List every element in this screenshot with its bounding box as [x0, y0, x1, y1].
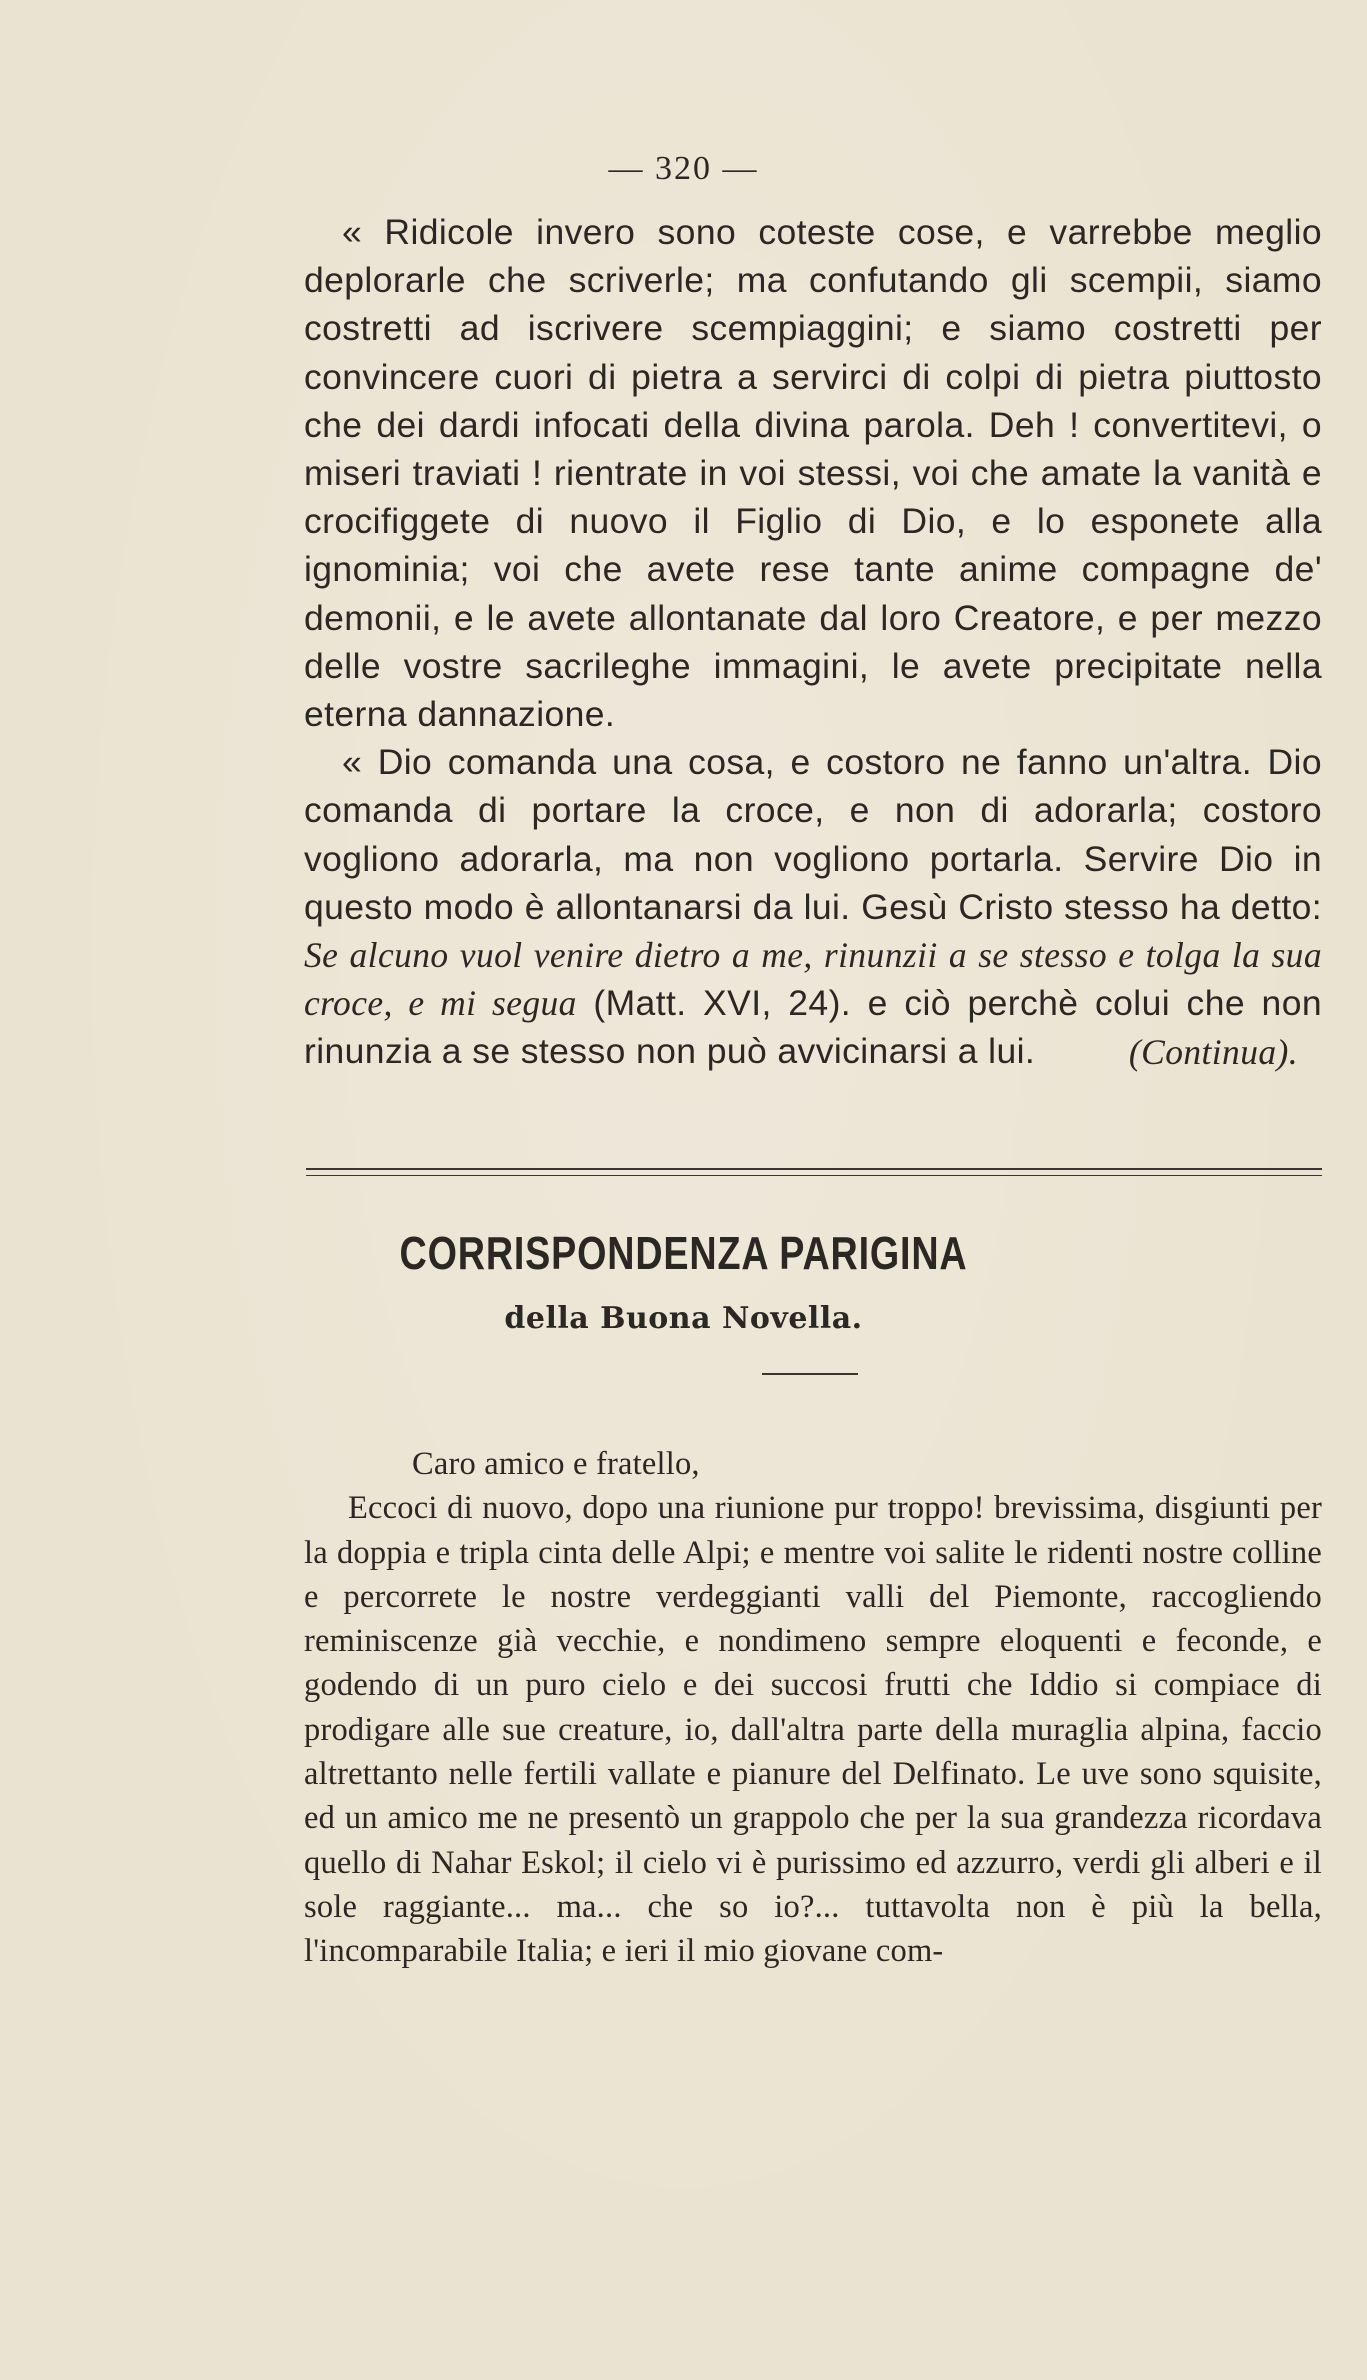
page-number: — 320 —: [608, 150, 759, 187]
text-run: « Dio comanda una cosa, e costoro ne fanno un'altra. Dio comanda di portare la croce, e non di adorarla; costoro vogliono adorarla, ma non vogliono portarla. Servire Dio in questo modo è allontanarsi da lui. Gesù Cristo stesso ha detto:: [304, 742, 1322, 927]
section-title: CORRISPONDENZA PARIGINA: [399, 1227, 968, 1279]
text-run: « Ridicole invero sono coteste cose, e varrebbe meglio deplorarle che scriverle; ma confutando gli scempii, siamo costretti ad iscrivere scempiaggini; e siamo costretti per convincere cuori di pietra a servirci di colpi di pietra piuttosto che dei dardi infocati della divina parola. Deh ! convertitevi, o miseri traviati ! rientrate in voi stessi, voi che amate la vanità e crocifiggete di nuovo il Figlio di Dio, e lo esponete alla ignominia; voi che avete rese tante anime compagne de' demonii, e le avete allontanate dal loro Creatore, e per mezzo delle vostre sacrileghe immagini, le avete precipitate nella eterna dannazione.: [304, 212, 1322, 735]
title-rule: [762, 1373, 858, 1375]
paragraph: [304, 738, 1322, 1075]
letter-body: [304, 1442, 1322, 1974]
continua-note: (Continua).: [1128, 1031, 1298, 1072]
letter-paragraph: Eccoci di nuovo, dopo una riunione pur troppo! brevissima, disgiunti per la doppia e tripla cinta delle Alpi; e mentre voi salite le ridenti nostre colline e percorrete le nostre verdeggianti valli del Piemonte, raccogliendo reminiscenze già vecchie, e nondimeno sempre eloquenti e feconde, e godendo di un puro cielo e dei succosi frutti che Iddio si compiace di prodigare alle sue creature, io, dall'altra parte della muraglia alpina, faccio altrettanto nelle fertili vallate e pianure del Delfinato. Le uve sono squisite, ed un amico me ne presentò un grappolo che per la sua grandezza ricordava quello di Nahar Eskol; il cielo vi è purissimo ed azzurro, verdi gli alberi e il sole raggiante... ma... che so io?... tuttavolta non è più la bella, l'incomparabile Italia; e ieri il mio giovane com-: [304, 1490, 1322, 1970]
article-body: [304, 208, 1322, 1076]
section-divider: [306, 1168, 1322, 1176]
italic-quote: Se alcuno vuol venire dietro a me, rinunzii a se stesso e tolga la sua croce, e mi segua: [304, 935, 1322, 1024]
text-run: (Matt. XVI, 24). e ciò perchè colui che non rinunzia a se stesso non può avvicinarsi a lui.: [304, 983, 1322, 1072]
paragraph: [304, 208, 1322, 738]
letter-salutation: Caro amico e fratello,: [412, 1446, 700, 1482]
section-subtitle: della Buona Novella.: [504, 1301, 863, 1336]
